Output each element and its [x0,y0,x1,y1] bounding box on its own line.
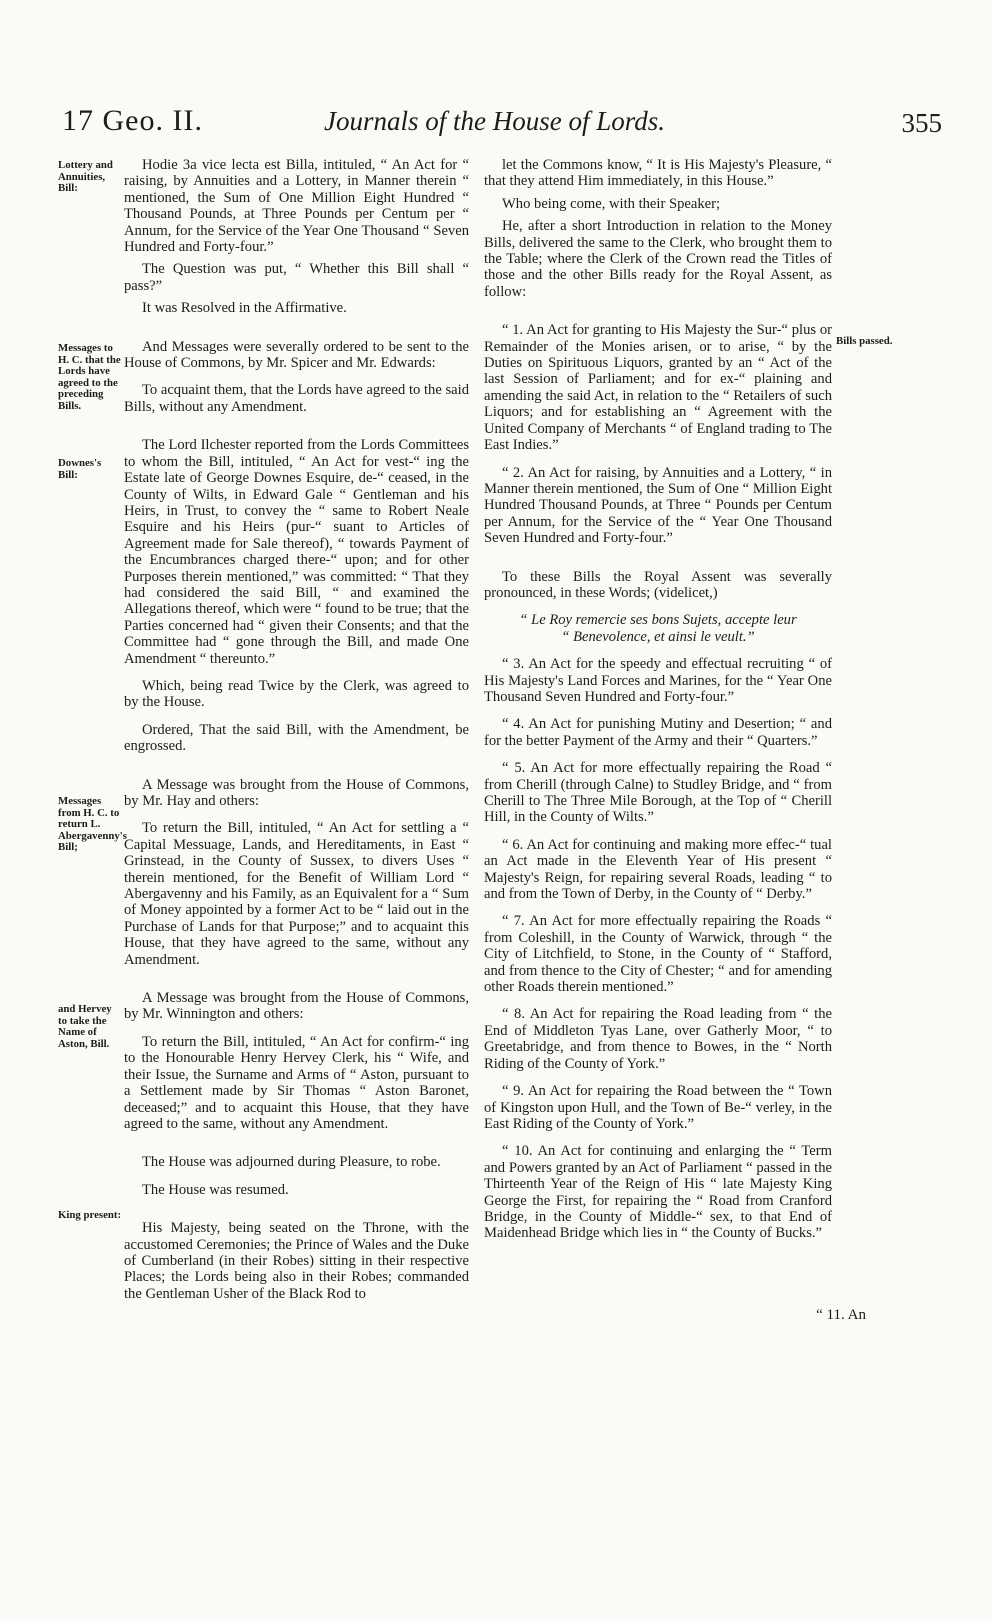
paragraph: It was Resolved in the Affirmative. [142,300,347,317]
paragraph: “ 7. An Act for more effectually repairing the Roads “ from Coleshill, in the County of Warwick, through “ the City of Litchfield, to Stone, in the County of “ Stafford, and from thence to the City of Chester; “ and for amending other Roads therein mentioned.” [484,913,832,996]
paragraph: To acquaint them, that the Lords have agreed to the said Bills, without any Amendment. [124,382,469,415]
margin-note-bills-passed: Bills passed. [836,335,893,347]
paragraph: To these Bills the Royal Assent was severally pronounced, in these Words; (videlicet,) [484,568,832,601]
left-column [124,157,469,1313]
margin-note-lottery: Lottery and Annuities, Bill: [58,159,113,194]
catchword: “ 11. An [816,1307,866,1323]
paragraph: Which, being read Twice by the Clerk, was agreed to by the House. [124,677,469,711]
paragraph: “ 5. An Act for more effectually repairing the Road “ from Cherill (through Calne) to Studley Bridge, and “ from Cherill to The Three Mile Borough, at the Top of “ Cherill Hill, in the County of Wilts.” [484,760,832,826]
margin-note-downes: Downes's Bill: [58,457,102,481]
page-header [62,104,942,154]
paragraph: A Message was brought from the House of Commons, by Mr. Winnington and others: [124,990,469,1023]
margin-note-hervey: and Hervey to take the Name of Aston, Bill. [58,1003,112,1050]
paragraph: A Message was brought from the House of Commons, by Mr. Hay and others: [124,776,469,809]
paragraph: “ 9. An Act for repairing the Road between the “ Town of Kingston upon Hull, and the Town of Be-“ verley, in the East Riding of the County of York.” [484,1083,832,1132]
paragraph: His Majesty, being seated on the Throne, with the accustomed Ceremonies; the Prince of Wales and the Duke of Cumberland (in their Robes) sitting in their respective Places; the Lords being also in their Robes; commanded the Gentleman Usher of the Black Rod to [124,1220,469,1302]
paragraph: let the Commons know, “ It is His Majesty's Pleasure, “ that they attend Him immediately, in this House.” [484,157,832,190]
paragraph: “ 2. An Act for raising, by Annuities and a Lottery, “ in Manner therein mentioned, the Sum of One “ Million Eight Hundred Thousand Pounds, at Three “ Pounds per Centum per Annum, for the Service of the “ Year One Thousand Seven Hundred and Forty-four.” [484,464,832,547]
paragraph: And Messages were severally ordered to be sent to the House of Commons, by Mr. Spicer and Mr. Edwards: [124,338,469,372]
margin-note-messages: Messages to H. C. that the Lords have agreed to the preceding Bills. [58,342,121,412]
paragraph: “ 1. An Act for granting to His Majesty the Sur-“ plus or Remainder of the Monies arisen, or to arise, “ by the Duties on Spirituous Liquors, granted by an “ Act of the last Session of Parliament; and for ex-“ plaining and amending the said Act, in relation to the “ Retailers of such Liquors; and for establishing an “ Agreement with the United Company of Merchants “ of England trading to The East Indies.” [484,322,832,454]
paragraph: “ 8. An Act for repairing the Road leading from “ the End of Middleton Tyas Lane, over Gatherly Moor, “ to Greetabridge, and from thence to Bowes, in the “ North Riding of the County of York.” [484,1006,832,1072]
paragraph: “ 10. An Act for continuing and enlarging the “ Term and Powers granted by an Act of Parliament “ passed in the Thirteenth Year of the Reign of His “ late Majesty King George the First, for repairing the “ Road from Cranford Bridge, in the County of Middle-“ sex, to that End of Maidenhead Bridge which lies in “ the County of Bucks.” [484,1143,832,1242]
regnal-year: 17 Geo. II. [62,104,203,137]
paragraph: To return the Bill, intituled, “ An Act for confirm-“ ing to the Honourable Henry Hervey Clerk, his “ Wife, and their Issue, the Surname and Arms of “ Aston, pursuant to a Settlement made by Sir Thomas “ Aston Baronet, deceased;” and to acquaint this House, that they have agreed to the same, without any Amendment. [124,1033,469,1132]
paragraph: Hodie 3a vice lecta est Billa, intituled, “ An Act for “ raising, by Annuities and a Lottery, in Manner therein “ mentioned, the Sum of One Million Eight Hundred “ Thousand Pounds, at Three Pounds per Centum per “ Annum, for the Service of the Year One Thousand “ Seven Hundred and Forty-four.” [124,157,469,256]
paragraph: “ 3. An Act for the speedy and effectual recruiting “ of His Majesty's Land Forces and Marines, for the “ Year One Thousand Seven Hundred and Forty-four.” [484,656,832,705]
paragraph: Who being come, with their Speaker; [502,195,721,212]
margin-note-abergavenny: Messages from H. C. to return L. Abergavenny's Bill; [58,795,127,853]
right-column [484,157,832,1253]
paragraph: To return the Bill, intituled, “ An Act for settling a “ Capital Messuage, Lands, and Hereditaments, in East “ Grinstead, in the County of Sussex, to divers Uses “ therein mentioned, for the Benefit of William Lord “ Abergavenny and his Family, as an Equivalent for a “ Sum of Money appointed by a former Act to be “ laid out in the Purchase of Lands for that Purpose;” and to acquaint this House, that they have agreed to the same, without any Amendment. [124,820,469,968]
paragraph: Ordered, That the said Bill, with the Amendment, be engrossed. [124,721,469,755]
page-number: 355 [901,108,942,138]
paragraph: “ 4. An Act for punishing Mutiny and Desertion; “ and for the better Payment of the Army and their “ Quarters.” [484,716,832,749]
paragraph: He, after a short Introduction in relation to the Money Bills, delivered the same to the Clerk, who brought them to the Table; where the Clerk of the Crown read the Titles of those and the other Bills ready for the Royal Assent, as follow: [484,218,832,300]
running-title: Journals of the House of Lords. [324,106,666,136]
paragraph: The House was adjourned during Pleasure, to robe. [142,1154,441,1171]
paragraph: The Lord Ilchester reported from the Lords Committees to whom the Bill, intituled, “ An Act for vest-“ ing the Estate late of George Downes Esquire, de-“ ceased, in the County of Wilts, in Edward Gale “ Gentleman and his Heirs, in Trust, to convey the “ same to Robert Neale Esquire and his Heirs (pur-“ suant to Articles of Agreement made for Sale thereof), “ towards Payment of the Encumbrances charged there-“ upon; and for other Purposes therein mentioned,” was committed: “ That they had considered the said Bill, “ and examined the Allegations thereof, which were “ found to be true; that the Parties concerned had “ given their Consents; and that the Committee had “ gone through the Bill, and made One Amendment “ thereunto.” [124,437,469,667]
paragraph: The House was resumed. [142,1181,289,1198]
paragraph: “ 6. An Act for continuing and making more effec-“ tual an Act made in the Eleventh Year of His present “ Majesty's Reign, for repairing several Roads, leading “ to and from the Town of Derby, in the County of “ Derby.” [484,836,832,903]
royal-assent-formula: “ Le Roy remercie ses bons Sujets, accepte leur “ Benevolence, et ainsi le veult.” [519,612,797,645]
paragraph: The Question was put, “ Whether this Bill shall “ pass?” [124,261,469,294]
margin-note-king: King present: [58,1209,122,1221]
